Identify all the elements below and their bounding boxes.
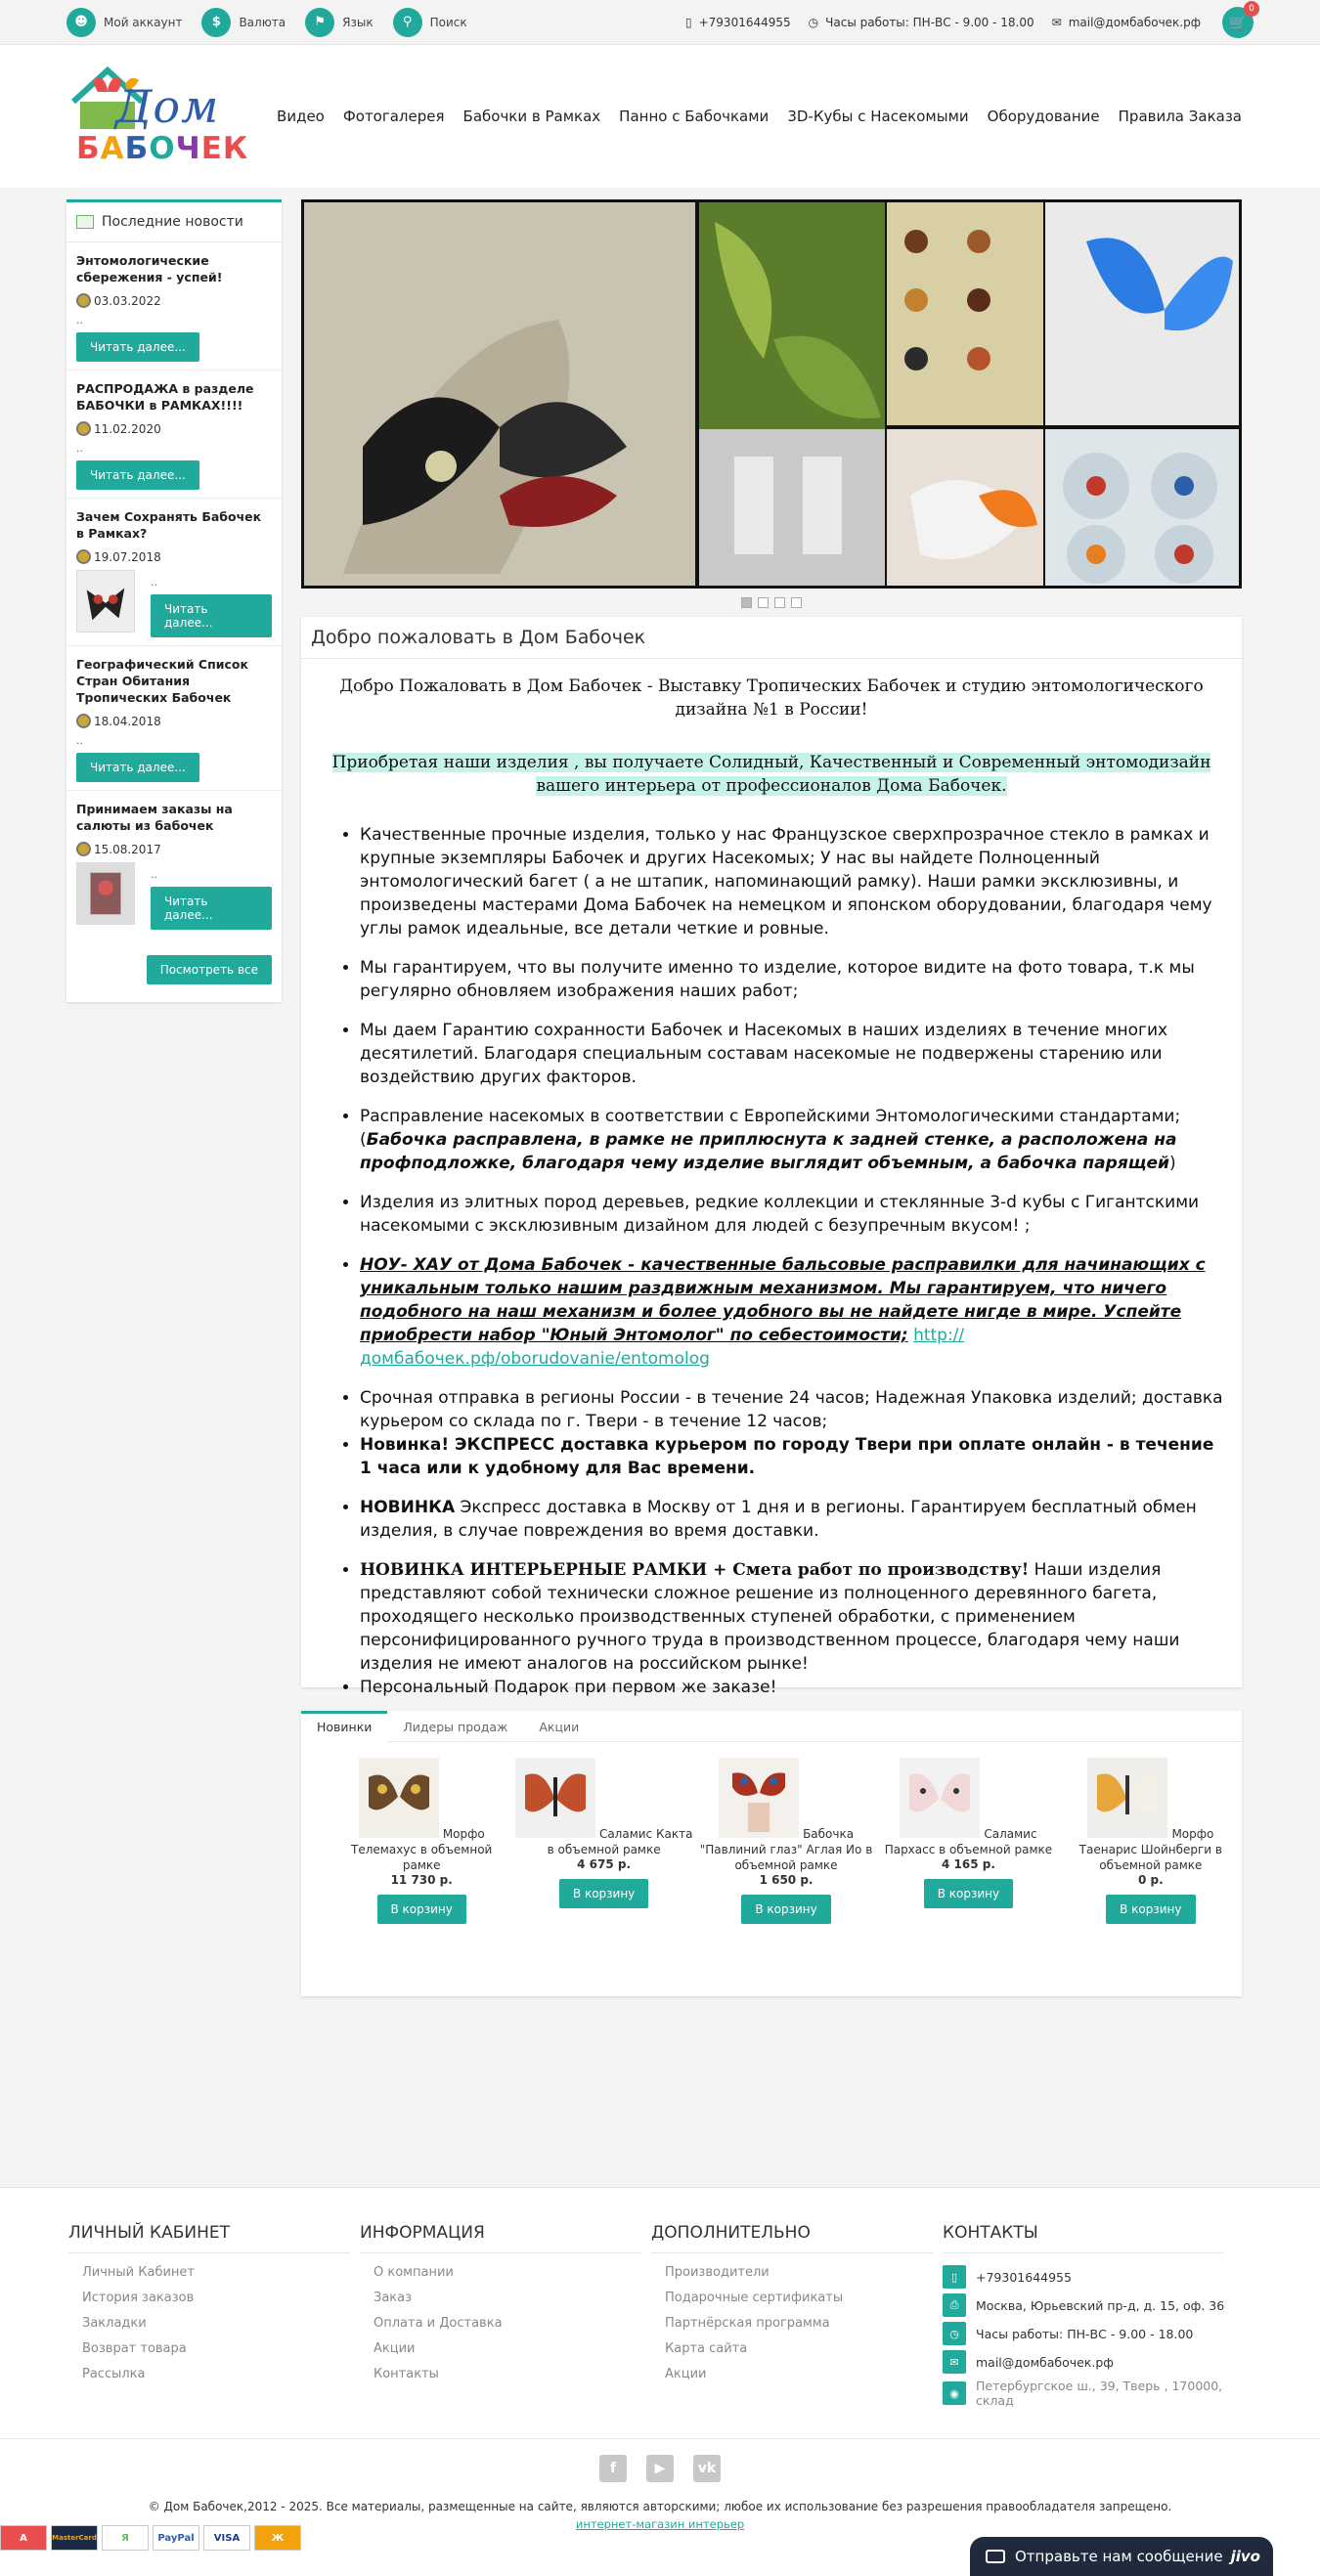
- benefit-item: • Новинка! ЭКСПРЕСС доставка курьером по городу Твери при оплате онлайн - в течение 1 часа или к удобному для Вас времени.: [360, 1433, 1224, 1480]
- cart-button[interactable]: [1222, 3, 1254, 38]
- phone-icon: ▯: [685, 15, 692, 29]
- tab-bestsellers[interactable]: Лидеры продаж: [403, 1720, 508, 1734]
- footer-link[interactable]: Карта сайта: [665, 2341, 748, 2356]
- topbar-phone[interactable]: [685, 16, 791, 29]
- slider-dot[interactable]: [741, 597, 752, 608]
- news-thumbnail-image[interactable]: [76, 570, 135, 633]
- footer-heading: ЛИЧНЫЙ КАБИНЕТ: [68, 2223, 350, 2253]
- add-to-cart-button[interactable]: В корзину: [741, 1895, 830, 1924]
- products-tabs-panel: [301, 1711, 1242, 1996]
- product-price: 4 165 р.: [941, 1857, 995, 1871]
- footer-phone: +79301644955: [976, 2269, 1072, 2285]
- currency-icon: $: [201, 8, 231, 37]
- envelope-icon: ✉: [1051, 15, 1062, 29]
- welcome-heading: Добро пожаловать в Дом Бабочек: [301, 617, 1242, 659]
- welcome-highlight: Приобретая наши изделия , вы получаете Солидный, Качественный и Современный энтомодизайн вашего интерьера от профессионалов Дома Бабочек.: [331, 753, 1211, 796]
- benefit-item: • Качественные прочные изделия, только у нас Французское сверхпрозрачное стекло в рамках и крупные экземпляры Бабочек и других Насекомых; У нас вы найдете Полноценный энтомологический багет ( а не штапик, напоминающий рамку). Наши рамки эксклюзивны, и произведены мастерами Дома Бабочек на немецком и японском оборудовании, благодаря чему углы рамок идеальные, все детали четкие и ровные.: [360, 823, 1224, 940]
- phone-icon: ▯: [943, 2265, 966, 2289]
- email-text: mail@домбабочек.рф: [1068, 15, 1201, 29]
- footer-link[interactable]: История заказов: [82, 2291, 195, 2305]
- top-bar: [0, 0, 1320, 45]
- footer-link[interactable]: Возврат товара: [82, 2341, 187, 2356]
- product-price: 11 730 р.: [390, 1873, 453, 1887]
- product-list: [301, 1742, 1242, 1924]
- card-icon: Ж: [254, 2525, 301, 2551]
- search-icon: ⚲: [393, 8, 422, 37]
- footer-heading: ДОПОЛНИТЕЛЬНО: [651, 2223, 933, 2253]
- news-excerpt: ..: [76, 734, 83, 747]
- topbar-hours: [809, 16, 1034, 29]
- benefit-item: • НОВИНКА Экспресс доставка в Москву от 1 дня и в регионы. Гарантируем бесплатный обмен изделия, в случае повреждения во время доставки.: [360, 1496, 1224, 1543]
- logo-text-dom: Дом: [115, 80, 220, 133]
- nav-order-rules[interactable]: Правила Заказа: [1118, 108, 1242, 125]
- clock-icon: [76, 714, 91, 728]
- footer-link[interactable]: Оплата и Доставка: [374, 2316, 503, 2331]
- footer-link[interactable]: Рассылка: [82, 2367, 146, 2381]
- currency-label: Валюта: [239, 15, 286, 29]
- yandex-money-icon: Я: [102, 2525, 149, 2551]
- search-link[interactable]: [393, 8, 467, 37]
- clock-icon: ◷: [808, 15, 819, 29]
- clock-icon: [76, 293, 91, 308]
- news-date: 11.02.2020: [76, 421, 272, 436]
- hero-slide-image: [304, 202, 1239, 586]
- printer-icon: ⎙: [943, 2293, 966, 2317]
- youtube-icon[interactable]: ▶: [646, 2455, 674, 2482]
- footer: [0, 2187, 1320, 2576]
- footer-warehouse-address: Петербургское ш., 39, Тверь , 170000, склад: [976, 2379, 1223, 2408]
- topbar-right: [668, 3, 1254, 38]
- tab-sales[interactable]: Акции: [539, 1720, 580, 1734]
- news-item: [66, 791, 282, 938]
- language-label: Язык: [342, 15, 374, 29]
- nav-equipment[interactable]: Оборудование: [987, 108, 1100, 125]
- benefit-item: • Мы гарантируем, что вы получите именно то изделие, которое видите на фото товара, т.к мы регулярно обновляем изображения наших работ;: [360, 956, 1224, 1003]
- product-name[interactable]: Морфо Телемахус в объемной рамке: [351, 1827, 493, 1872]
- user-icon: ☻: [66, 8, 96, 37]
- news-excerpt: ..: [151, 576, 157, 589]
- read-more-button[interactable]: Читать далее...: [151, 594, 272, 637]
- news-excerpt: ..: [76, 442, 83, 455]
- footer-shop-link[interactable]: интернет-магазин интерьер: [575, 2517, 745, 2531]
- footer-heading: ИНФОРМАЦИЯ: [360, 2223, 641, 2253]
- product-image[interactable]: [359, 1758, 439, 1838]
- news-row-right: [151, 570, 272, 637]
- phone-text: +79301644955: [698, 15, 791, 29]
- clock-icon: ◷: [943, 2322, 966, 2345]
- news-row: [76, 570, 272, 637]
- view-all-news-button[interactable]: Посмотреть все: [147, 955, 272, 984]
- nav-3d-cubes[interactable]: 3D-Кубы с Насекомыми: [787, 108, 969, 125]
- news-sidebar-header: [66, 202, 282, 242]
- add-to-cart-button[interactable]: В корзину: [377, 1895, 466, 1924]
- main-content: [301, 199, 1242, 1996]
- news-title[interactable]: Энтомологические сбережения - успей!: [76, 253, 223, 284]
- social-links: [0, 2455, 1320, 2482]
- jivo-logo: jivo: [1230, 2548, 1260, 2565]
- footer-link[interactable]: Производители: [665, 2265, 770, 2280]
- product-image[interactable]: [1087, 1758, 1167, 1838]
- product-card: [512, 1758, 694, 1924]
- tab-new[interactable]: Новинки: [301, 1711, 387, 1742]
- add-to-cart-button[interactable]: В корзину: [1106, 1895, 1195, 1924]
- globe-icon: ◉: [943, 2381, 966, 2405]
- footer-extra-column: [651, 2223, 943, 2413]
- slider-dot[interactable]: [791, 597, 802, 608]
- nav-video[interactable]: Видео: [277, 108, 325, 125]
- benefit-item: • Расправление насекомых в соответствии с Европейскими Энтомологическими стандартами;(Бабочка расправлена, в рамке не приплюснута к задней стенке, а расположена на профподложке, благодаря чему изделие выглядит объемным, а бабочка парящей): [360, 1105, 1224, 1175]
- product-name[interactable]: Морфо Таенарис Шойнберги в объемной рамке: [1078, 1827, 1222, 1872]
- footer-link[interactable]: Личный Кабинет: [82, 2265, 195, 2280]
- alfabank-icon: А: [0, 2525, 47, 2551]
- vk-icon[interactable]: vk: [693, 2455, 721, 2482]
- account-link[interactable]: [66, 8, 182, 37]
- news-thumbnail-image[interactable]: [76, 862, 135, 925]
- nav-panels[interactable]: Панно с Бабочками: [619, 108, 770, 125]
- product-image[interactable]: [515, 1758, 595, 1838]
- product-card: [1060, 1758, 1242, 1924]
- footer-address: Москва, Юрьевский пр-д, д. 15, оф. 36: [976, 2297, 1225, 2313]
- footer-link[interactable]: Подарочные сертификаты: [665, 2291, 844, 2305]
- news-date: 15.08.2017: [76, 842, 272, 856]
- news-title[interactable]: Зачем Сохранять Бабочек в Рамках?: [76, 509, 262, 541]
- footer-heading: КОНТАКТЫ: [943, 2223, 1224, 2253]
- nav-framed-butterflies[interactable]: Бабочки в Рамках: [462, 108, 601, 125]
- chat-bubble-icon: [986, 2550, 1005, 2563]
- main-nav: [258, 108, 1242, 125]
- footer-link[interactable]: О компании: [374, 2265, 454, 2280]
- entomolog-link[interactable]: http://домбабочек.рф/oborudovanie/entomolog: [360, 1326, 965, 1369]
- news-row-right: [151, 862, 272, 930]
- read-more-button[interactable]: Читать далее...: [76, 460, 199, 490]
- product-card: [877, 1758, 1059, 1924]
- footer-link[interactable]: Контакты: [374, 2367, 439, 2381]
- search-label: Поиск: [429, 15, 467, 29]
- news-excerpt: ..: [76, 314, 83, 327]
- clock-icon: [76, 842, 91, 856]
- cart-count-badge: 0: [1244, 1, 1259, 17]
- footer-link[interactable]: Заказ: [374, 2291, 413, 2305]
- product-price: 4 675 р.: [577, 1857, 632, 1871]
- add-to-cart-button[interactable]: В корзину: [924, 1879, 1013, 1908]
- benefit-item: • НОВИНКА ИНТЕРЬЕРНЫЕ РАМКИ + Смета работ по производству! Наши изделия представляют собой технически сложное решение из полноценного деревянного багета, проходящего несколько производственных ступеней обработки, с применением персонифицированного ручного труда в производственном процессе, благодаря чему наши изделия не имеют аналогов на российском рынке!: [360, 1558, 1224, 1676]
- main-area: [0, 188, 1320, 1996]
- currency-link[interactable]: [201, 8, 286, 37]
- news-item: [66, 371, 282, 499]
- news-sidebar-title: Последние новости: [102, 214, 243, 230]
- footer-link[interactable]: Акции: [374, 2341, 416, 2356]
- topbar-left: [66, 8, 487, 37]
- footer-link[interactable]: Партнёрская программа: [665, 2316, 830, 2331]
- slider-dot[interactable]: [774, 597, 785, 608]
- welcome-benefits-list: [360, 823, 1224, 1699]
- read-more-button[interactable]: Читать далее...: [151, 887, 272, 930]
- footer-contacts-column: [943, 2223, 1234, 2413]
- product-card: [330, 1758, 512, 1924]
- product-image[interactable]: [900, 1758, 980, 1838]
- benefit-item: • НОУ- ХАУ от Дома Бабочек - качественные бальсовые расправилки для начинающих с уникальным только нашим раздвижным механизмом. Мы гарантируем, что ничего подобного на наш механизм и более удобного вы не найдете нигде в мире. Успейте приобрести набор "Юный Энтомолог" по себестоимости; http://домбабочек.рф/oborudovanie/entomolog: [360, 1253, 1224, 1371]
- hero-slider[interactable]: [301, 199, 1242, 589]
- benefit-item: • Мы даем Гарантию сохранности Бабочек и Насекомых в наших изделиях в течение многих десятилетий. Благодаря специальным составам насекомые не подвержены старению или воздействию других факторов.: [360, 1019, 1224, 1089]
- benefit-item: • Срочная отправка в регионы России - в течение 24 часов; Надежная Упаковка изделий; доставка курьером со склада по г. Твери - в течение 12 часов;: [360, 1386, 1224, 1433]
- hours-text: Часы работы: ПН-ВС - 9.00 - 18.00: [825, 15, 1034, 29]
- clock-icon: [76, 421, 91, 436]
- chat-label: Отправьте нам сообщение: [1015, 2548, 1223, 2565]
- product-name[interactable]: Бабочка "Павлиний глаз" Аглая Ио в объемной рамке: [699, 1827, 873, 1872]
- header: [0, 45, 1320, 188]
- footer-info-column: [360, 2223, 651, 2413]
- slider-dot[interactable]: [758, 597, 769, 608]
- footer-account-column: [68, 2223, 360, 2413]
- newspaper-icon: [76, 215, 94, 229]
- footer-divider: [0, 2438, 1320, 2439]
- news-sidebar: [66, 199, 282, 1002]
- news-item: [66, 646, 282, 791]
- footer-email[interactable]: mail@домбабочек.рф: [976, 2354, 1114, 2370]
- cart-icon: 🛒: [1228, 13, 1248, 31]
- visa-icon: VISA: [203, 2525, 250, 2551]
- topbar-email[interactable]: [1052, 16, 1201, 29]
- product-image[interactable]: [719, 1758, 799, 1838]
- view-all-wrap: [66, 938, 282, 984]
- account-label: Мой аккаунт: [104, 15, 183, 29]
- product-price: 0 р.: [1137, 1873, 1164, 1887]
- slider-pagination: [301, 597, 1242, 608]
- welcome-panel: [301, 617, 1242, 1697]
- read-more-button[interactable]: Читать далее...: [76, 332, 199, 362]
- product-price: 1 650 р.: [759, 1873, 814, 1887]
- news-title[interactable]: РАСПРОДАЖА в разделе БАБОЧКИ в РАМКАХ!!!!: [76, 381, 254, 413]
- footer-columns: [0, 2188, 1320, 2413]
- payment-methods: [0, 2525, 305, 2551]
- footer-link[interactable]: Закладки: [82, 2316, 147, 2331]
- facebook-icon[interactable]: f: [599, 2455, 627, 2482]
- news-title[interactable]: Географический Список Стран Обитания Тропических Бабочек: [76, 657, 248, 705]
- site-logo[interactable]: [68, 63, 249, 170]
- paypal-icon: PayPal: [153, 2525, 199, 2551]
- news-row: [76, 862, 272, 930]
- product-name[interactable]: Саламис Пархасс в объемной рамке: [884, 1827, 1053, 1856]
- news-excerpt: ..: [151, 868, 157, 881]
- news-date: 18.04.2018: [76, 714, 272, 728]
- product-tabs: [301, 1711, 1242, 1742]
- news-title[interactable]: Принимаем заказы на салюты из бабочек: [76, 802, 233, 833]
- benefit-item: • Изделия из элитных пород деревьев, редкие коллекции и стеклянные 3-d кубы с Гигантскими насекомыми с эксклюзивным дизайном для людей с безупречным вкусом! ;: [360, 1191, 1224, 1238]
- logo-text-babochek: БАБОЧЕК: [76, 131, 249, 166]
- clock-icon: [76, 549, 91, 564]
- mastercard-icon: MasterCard: [51, 2525, 98, 2551]
- language-link[interactable]: [305, 8, 373, 37]
- product-name[interactable]: Саламис Какта в объемной рамке: [547, 1827, 693, 1856]
- footer-link[interactable]: Акции: [665, 2367, 707, 2381]
- welcome-intro: Добро Пожаловать в Дом Бабочек - Выставку Тропических Бабочек и студию энтомологического дизайна №1 в России!: [339, 677, 1204, 720]
- product-card: [695, 1758, 877, 1924]
- footer-hours: Часы работы: ПН-ВС - 9.00 - 18.00: [976, 2326, 1194, 2341]
- chat-widget-button[interactable]: [970, 2537, 1273, 2576]
- read-more-button[interactable]: Читать далее...: [76, 753, 199, 782]
- news-item: [66, 242, 282, 371]
- copyright-text: © Дом Бабочек,2012 - 2025. Все материалы, размещенные на сайте, являются авторскими; любое их использование без разрешения правообладателя запрещено.: [148, 2500, 1172, 2513]
- benefit-item: • Персональный Подарок при первом же заказе!: [360, 1676, 1224, 1699]
- news-date: 19.07.2018: [76, 549, 272, 564]
- news-date: 03.03.2022: [76, 293, 272, 308]
- add-to-cart-button[interactable]: В корзину: [559, 1879, 648, 1908]
- envelope-icon: ✉: [943, 2350, 966, 2374]
- news-item: [66, 499, 282, 646]
- flag-icon: ⚑: [305, 8, 334, 37]
- nav-photogallery[interactable]: Фотогалерея: [342, 108, 445, 125]
